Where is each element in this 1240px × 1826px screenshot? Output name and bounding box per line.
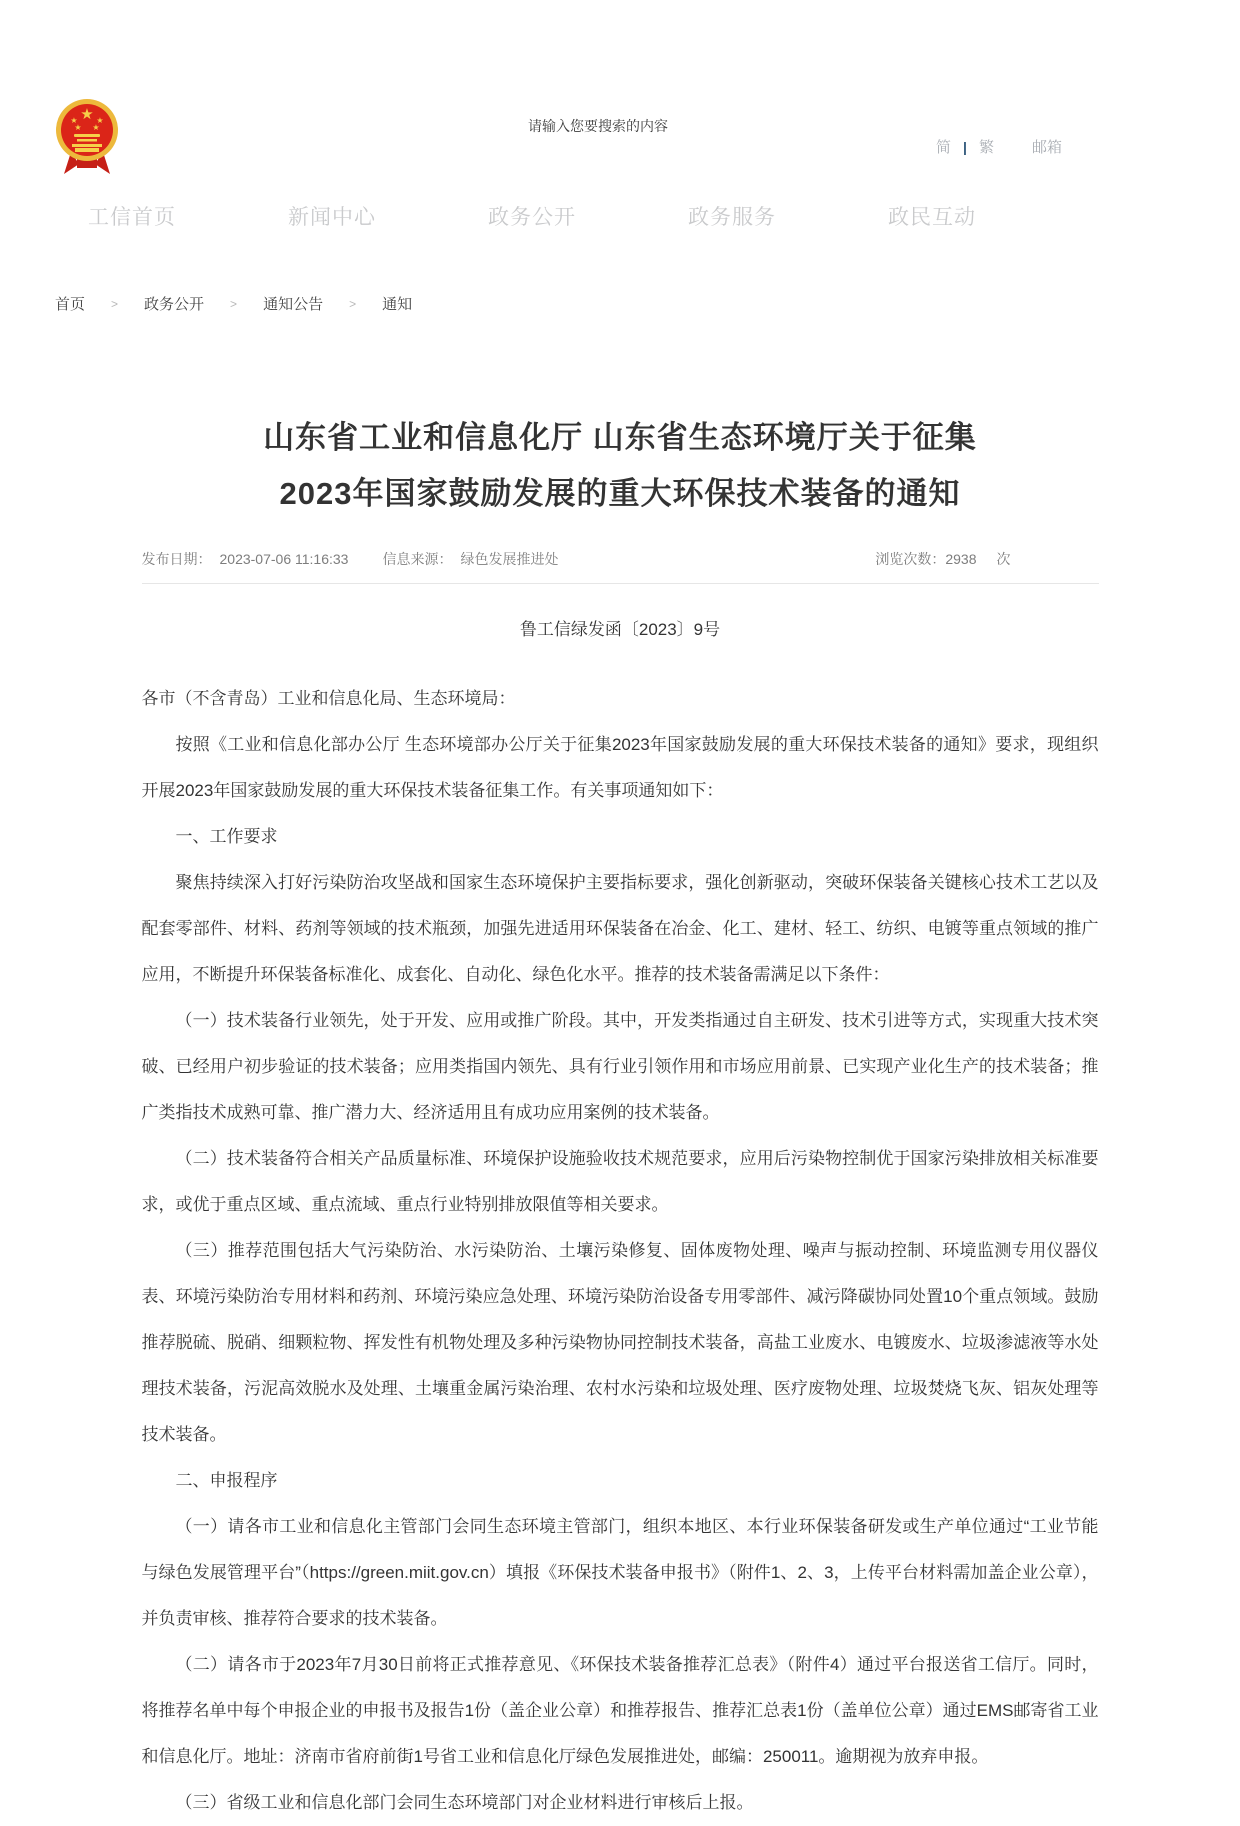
body-paragraph: 聚焦持续深入打好污染防治攻坚战和国家生态环境保护主要指标要求，强化创新驱动，突破环保装备关键核心技术工艺以及配套零部件、材料、药剂等领域的技术瓶颈，加强先进适用环保装备在冶金、化工、建材、轻工、纺织、电镀等重点领域的推广应用，不断提升环保装备标准化、成套化、自动化、绿色化水平。推荐的技术装备需满足以下条件： xyxy=(141,873,1099,984)
title-line-2: 2023年国家鼓励发展的重大环保技术装备的通知 xyxy=(279,476,961,511)
section-heading-2: 二、申报程序 xyxy=(175,1471,278,1490)
emblem-small-star: ★ xyxy=(74,123,82,132)
publish-date-label: 发布日期： xyxy=(141,551,212,567)
search-input[interactable] xyxy=(528,110,858,142)
views-unit: 次 xyxy=(996,551,1011,567)
lang-divider: | xyxy=(963,138,967,155)
meta-left xyxy=(142,549,567,569)
meta-divider-line xyxy=(142,583,1099,584)
meta-views xyxy=(875,549,1010,569)
breadcrumb xyxy=(0,247,1240,314)
lang-simplified-link[interactable]: 简 xyxy=(936,139,952,156)
body-paragraph: （二）技术装备符合相关产品质量标准、环境保护设施验收技术规范要求，应用后污染物控制优于国家污染排放相关标准要求，或优于重点区域、重点流域、重点行业特别排放限值等相关要求。 xyxy=(141,1149,1099,1214)
emblem-small-star: ★ xyxy=(96,116,104,125)
emblem-small-star: ★ xyxy=(92,123,100,132)
emblem-gate-mid xyxy=(77,139,97,142)
site-header xyxy=(0,0,1240,185)
emblem-small-star: ★ xyxy=(70,116,78,125)
nav-item-home[interactable]: 工信首页 xyxy=(88,206,176,229)
breadcrumb-separator: > xyxy=(349,296,357,311)
emblem-gate-base xyxy=(72,144,102,147)
emblem-big-star: ★ xyxy=(80,106,94,123)
body-paragraph: （三）省级工业和信息化部门会同生态环境部门对企业材料进行审核后上报。 xyxy=(175,1793,754,1812)
views-label: 浏览次数： xyxy=(875,551,946,567)
emblem-gate-wall xyxy=(75,148,99,152)
breadcrumb-gov-open[interactable]: 政务公开 xyxy=(144,296,205,313)
body-paragraph: 各市（不含青岛）工业和信息化局、生态环境局： xyxy=(141,689,516,708)
nav-item-gov-service[interactable]: 政务服务 xyxy=(688,206,776,229)
article-meta xyxy=(142,549,1099,569)
breadcrumb-current: 通知 xyxy=(382,296,413,313)
source-label: 信息来源： xyxy=(382,551,453,567)
breadcrumb-notices[interactable]: 通知公告 xyxy=(263,296,324,313)
main-nav xyxy=(0,185,1240,247)
body-paragraph: （一）技术装备行业领先，处于开发、应用或推广阶段。其中，开发类指通过自主研发、技术引进等方式，实现重大技术突破、已经用户初步验证的技术装备；应用类指国内领先、具有行业引领作用和市场应用前景、已实现产业化生产的技术装备；推广类指技术成熟可靠、推广潜力大、经济适用且有成功应用案例的技术装备。 xyxy=(141,1011,1099,1122)
national-emblem-logo[interactable] xyxy=(55,92,119,178)
nav-item-gov-open[interactable]: 政务公开 xyxy=(488,206,576,229)
source-value: 绿色发展推进处 xyxy=(460,551,559,567)
breadcrumb-separator: > xyxy=(230,296,238,311)
breadcrumb-home[interactable]: 首页 xyxy=(55,296,86,313)
emblem-gate-roof xyxy=(74,134,100,137)
views-value: 2938 xyxy=(945,551,977,567)
article-container xyxy=(142,410,1099,1826)
publish-date-value: 2023-07-06 11:16:33 xyxy=(219,551,349,567)
title-line-1: 山东省工业和信息化厅 山东省生态环境厅关于征集 xyxy=(263,420,977,455)
page-title xyxy=(142,410,1099,522)
nav-item-interaction[interactable]: 政民互动 xyxy=(888,206,976,229)
breadcrumb-separator: > xyxy=(111,296,119,311)
document-number: 鲁工信绿发函〔2023〕9号 xyxy=(519,620,721,639)
body-paragraph: 按照《工业和信息化部办公厅 生态环境部办公厅关于征集2023年国家鼓励发展的重大环保技术装备的通知》要求，现组织开展2023年国家鼓励发展的重大环保技术装备征集工作。有关事项通知如下： xyxy=(141,735,1099,800)
language-bar xyxy=(936,136,1186,157)
nav-item-news[interactable]: 新闻中心 xyxy=(288,206,376,229)
lang-traditional-link[interactable]: 繁 xyxy=(978,139,994,156)
body-paragraph: （三）推荐范围包括大气污染防治、水污染防治、土壤污染修复、固体废物处理、噪声与振动控制、环境监测专用仪器仪表、环境污染防治专用材料和药剂、环境污染应急处理、环境污染防治设备专用零部件、减污降碳协同处置10个重点领域。鼓励推荐脱硫、脱硝、细颗粒物、挥发性有机物处理及多种污染物协同控制技术装备，高盐工业废水、电镀废水、垃圾渗滤液等水处理技术装备，污泥高效脱水及处理、土壤重金属污染治理、农村水污染和垃圾处理、医疗废物处理、垃圾焚烧飞灰、铝灰处理等技术装备。 xyxy=(141,1241,1099,1444)
mailbox-link[interactable]: 邮箱 xyxy=(1031,139,1062,156)
article-body xyxy=(142,676,1099,1826)
body-paragraph: （二）请各市于2023年7月30日前将正式推荐意见、《环保技术装备推荐汇总表》（附件4）通过平台报送省工信厅。同时，将推荐名单中每个申报企业的申报书及报告1份（盖企业公章）和推荐报告、推荐汇总表1份（盖单位公章）通过EMS邮寄省工业和信息化厅。地址：济南市省府前街1号省工业和信息化厅绿色发展推进处，邮编：250011。逾期视为放弃申报。 xyxy=(141,1655,1099,1766)
section-heading-1: 一、工作要求 xyxy=(175,827,278,846)
body-paragraph: （一）请各市工业和信息化主管部门会同生态环境主管部门，组织本地区、本行业环保装备研发或生产单位通过“工业节能与绿色发展管理平台”（https://green.miit.gov.cn）填报《环保技术装备申报书》（附件1、2、3，上传平台材料需加盖企业公章），并负责审核、推荐符合要求的技术装备。 xyxy=(141,1517,1099,1628)
